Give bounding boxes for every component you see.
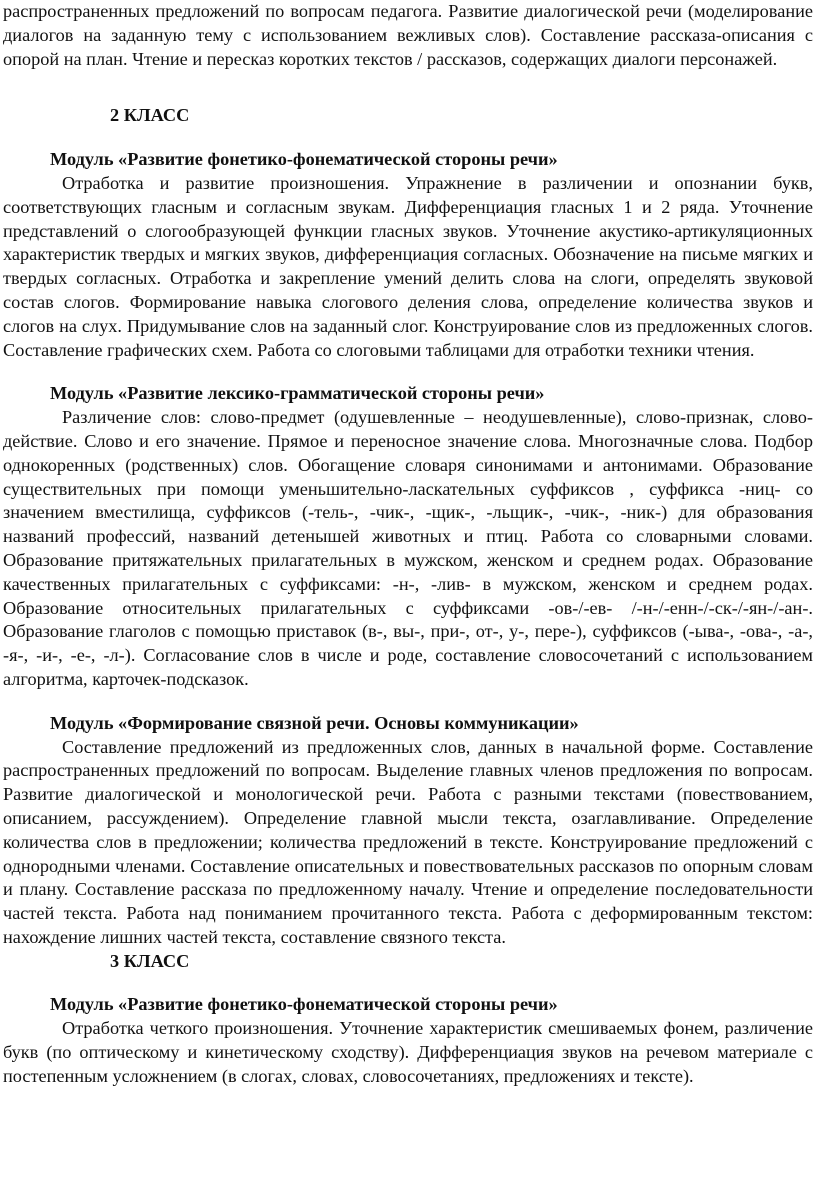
spacer [3, 973, 813, 993]
spacer [3, 71, 813, 104]
intro-paragraph: распространенных предложений по вопросам педагога. Развитие диалогической речи (моделирование диалогов на заданную тему с использованием вежливых слов). Составление рассказа-описания с опорой на план. Чтение и пересказ коротких текстов / рассказов, содержащих диалоги персонажей. [3, 1, 813, 69]
spacer [3, 692, 813, 712]
grade2-module1-title: Модуль «Развитие фонетико-фонематической стороны речи» [50, 149, 558, 170]
spacer [3, 362, 813, 382]
grade2-module2-text: Различение слов: слово-предмет (одушевленные – неодушевленные), слово-признак, слово-действие. Слово и его значение. Прямое и переносное значение слова. Многозначные слова. Подбор однокоренных (родственных) слов. Обогащение словаря синонимами и антонимами. Образование существительных при помощи уменьшительно-ласкательных суффиксов , суффикса -ниц- со значением вместилища, суффиксов (-тель-, -чик-, -щик-, -льщик-, -чик-, -ник-) для образования названий профессий, названий детенышей животных и птиц. Работа со словарными словами. Образование притяжательных прилагательных в мужском, женском и среднем родах. Образование качественных прилагательных с суффиксами: -н-, -лив- в мужском, женском и среднем родах. Образование относительных прилагательных с суффиксами -ов-/-ев- /-н-/-енн-/-ск-/-ян-/-ан-. Образование глаголов с помощью приставок (в-, вы-, при-, от-, у-, пере-), суффиксов (-ыва-, -ова-, -а-, -я-, -и-, -е-, -л-). Согласование слов в числе и роде, составление словосочетаний с использованием алгоритма, карточек-подсказок. [3, 407, 813, 689]
grade2-module2-title: Модуль «Развитие лексико-грамматической стороны речи» [50, 383, 545, 404]
grade2-module3-text: Составление предложений из предложенных слов, данных в начальной форме. Составление распространенных предложений по вопросам. Выделение главных членов предложения по вопросам. Развитие диалогической и монологической речи. Работа с разными текстами (повествованием, описанием, рассуждением). Определение главной мысли текста, озаглавливание. Определение количества слов в предложении; количества предложений в тексте. Конструирование предложений с однородными членами. Составление описательных и повествовательных рассказов по опорным словам и плану. Составление рассказа по предложенному началу. Чтение и определение последовательности частей текста. Работа над пониманием прочитанного текста. Работа с деформированным текстом: нахождение лишних частей текста, составление связного текста. [3, 736, 813, 947]
grade2-module1-text: Отработка и развитие произношения. Упражнение в различении и опознании букв, соответствующих гласным и согласным звукам. Дифференциация гласных 1 и 2 ряда. Уточнение представлений о слогообразующей функции гласных звуков. Уточнение акустико-артикуляционных характеристик твердых и мягких звуков, дифференциация согласных. Обозначение на письме мягких и твердых согласных. Отработка и закрепление умений делить слова на слоги, определять звуковой состав слогов. Формирование навыка слогового деления слова, определение количества звуков и слогов на слух. Придумывание слов на заданный слог. Конструирование слов из предложенных слогов. Составление графических схем. Работа со слоговыми таблицами для отработки техники чтения. [3, 172, 813, 360]
spacer [3, 128, 813, 148]
grade3-module1-text: Отработка четкого произношения. Уточнение характеристик смешиваемых фонем, различение букв (по оптическому и кинетическому сходству). Дифференциация звуков на речевом материале с постепенным усложнением (в слогах, словах, словосочетаниях, предложениях и тексте). [3, 1018, 813, 1086]
grade2-title: 2 КЛАСС [110, 105, 190, 126]
grade2-module3-title: Модуль «Формирование связной речи. Основы коммуникации» [50, 712, 579, 733]
grade3-module1-title: Модуль «Развитие фонетико-фонематической стороны речи» [50, 994, 558, 1015]
grade3-title: 3 КЛАСС [110, 950, 190, 971]
